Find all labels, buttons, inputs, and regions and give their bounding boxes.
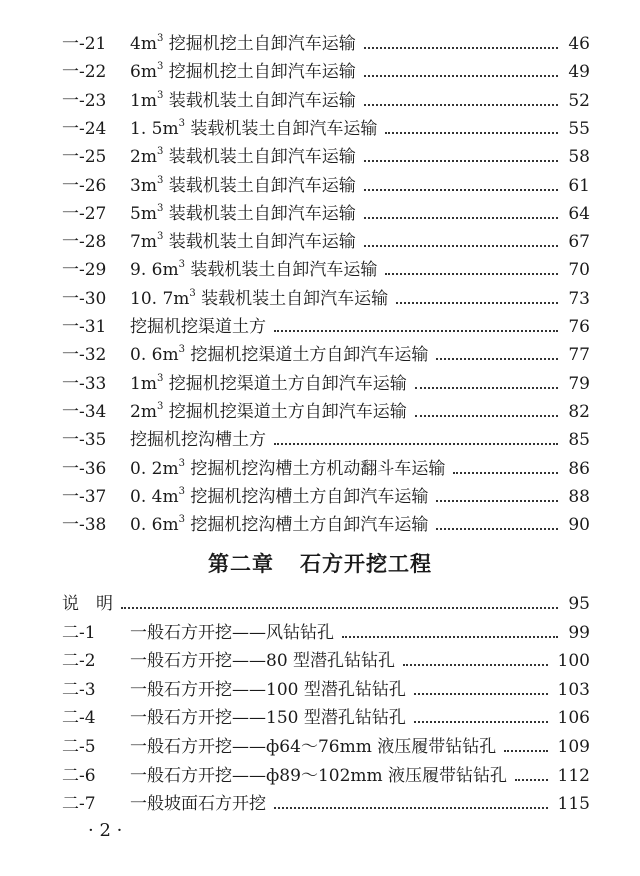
toc-entry-number: 二-6 (62, 765, 96, 786)
toc-entry-title (130, 87, 360, 115)
toc-title-main: 2m (130, 147, 157, 168)
toc-entry-page: 76 (564, 313, 590, 341)
toc-leader-dots (436, 500, 558, 502)
toc-title-superscript: 3 (178, 259, 185, 271)
toc-entry-title (130, 790, 270, 818)
toc-title-superscript: 3 (156, 372, 164, 384)
toc-entry (0, 590, 640, 618)
toc-entry-title (130, 172, 360, 200)
toc-title-main: 一般石方开挖——150 型潜孔钻钻孔 (130, 708, 406, 729)
toc-entry-page: 55 (564, 115, 590, 143)
toc-title-main: 一般石方开挖——100 型潜孔钻钻孔 (130, 679, 406, 700)
toc-entry-title (130, 619, 338, 647)
toc-entry (0, 455, 640, 483)
toc-leader-dots (453, 472, 558, 474)
toc-title-superscript: 3 (156, 146, 164, 158)
toc-entry-page: 61 (564, 172, 590, 200)
toc-entry (0, 143, 640, 171)
toc-entry-page: 99 (564, 619, 590, 647)
toc-title-superscript: 3 (156, 174, 164, 186)
toc-entry-number: 二-2 (62, 651, 96, 672)
toc-entry (0, 115, 640, 143)
toc-title-rest: 装载机装土自卸汽车运输 (163, 232, 356, 253)
toc-leader-dots (385, 273, 558, 275)
toc-leader-dots (274, 330, 558, 332)
toc-title-main: 7m (130, 232, 157, 253)
toc-title-superscript: 3 (178, 344, 185, 356)
toc-entry-title (130, 341, 432, 369)
toc-entry-title (130, 115, 381, 143)
toc-entry (0, 285, 640, 313)
toc-entry (0, 228, 640, 256)
toc-entry-page: 77 (564, 341, 590, 369)
toc-entry-page: 85 (564, 426, 590, 454)
toc-title-rest: 装载机装土自卸汽车运输 (163, 175, 356, 196)
toc-title-main: 一般石方开挖——ф64～76mm 液压履带钻钻孔 (130, 737, 497, 757)
toc-entry (0, 370, 640, 398)
toc-title-main: 1m (130, 90, 157, 111)
toc-entry-title (130, 762, 511, 790)
toc-entry-page: 95 (564, 590, 590, 618)
toc-entry (0, 87, 640, 115)
toc-entry-number: 二-7 (62, 794, 96, 815)
toc-entry-number: 一-24 (62, 118, 107, 139)
toc-entry-page: 46 (564, 30, 590, 58)
toc-leader-dots (364, 75, 558, 77)
toc-entry-title (130, 398, 411, 426)
toc-leader-dots (414, 693, 548, 695)
toc-title-rest: 装载机装土自卸汽车运输 (163, 147, 356, 168)
toc-title-main: 挖掘机挖渠道土方 (130, 317, 266, 337)
toc-title-rest: 挖掘机挖渠道土方自卸汽车运输 (163, 373, 407, 394)
chapter-number: 第二章 (208, 552, 274, 576)
toc-title-rest: 挖掘机挖渠道土方自卸汽车运输 (163, 401, 407, 422)
toc-entry-number: 一-27 (62, 203, 107, 224)
toc-entry-page: 115 (554, 790, 590, 818)
toc-leader-dots (396, 302, 558, 304)
toc-leader-dots (364, 104, 558, 106)
toc-entry-number: 一-37 (62, 486, 107, 507)
toc-title-rest: 装载机装土自卸汽车运输 (163, 90, 356, 111)
toc-entry-title (130, 733, 500, 761)
toc-leader-dots (342, 636, 558, 638)
toc-entry-title (130, 455, 449, 483)
toc-title-superscript: 3 (178, 514, 185, 526)
toc-title-rest: 装载机装土自卸汽车运输 (184, 260, 378, 281)
toc-leader-dots (414, 721, 548, 723)
toc-entry-number: 一-34 (62, 401, 107, 422)
toc-title-main: 2m (130, 401, 157, 422)
toc-entry-page: 64 (564, 200, 590, 228)
toc-entry-page: 90 (564, 511, 590, 539)
toc-entry-title (130, 676, 410, 704)
toc-entry (0, 704, 640, 732)
toc-entry-title (130, 200, 360, 228)
toc-title-main: 0. 4m (130, 486, 179, 507)
toc-title-main: 9. 6m (130, 260, 179, 281)
toc-entry (0, 790, 640, 818)
toc-entry (0, 313, 640, 341)
toc-title-superscript: 3 (156, 202, 164, 214)
toc-leader-dots (274, 807, 548, 809)
chapter-title: 石方开挖工程 (300, 552, 432, 576)
toc-entry-page: 106 (554, 704, 590, 732)
toc-entry-page: 52 (564, 87, 590, 115)
toc-title-rest: 挖掘机挖沟槽土方机动翻斗车运输 (184, 458, 446, 479)
toc-entry-title (130, 58, 360, 86)
toc-title-main: 一般石方开挖——80 型潜孔钻钻孔 (130, 651, 396, 672)
toc-title-superscript: 3 (156, 231, 164, 243)
toc-entry-title (130, 285, 392, 313)
toc-entry (0, 676, 640, 704)
toc-entry-number: 一-25 (62, 147, 107, 168)
toc-entry-title (130, 143, 360, 171)
toc-title-superscript: 3 (178, 485, 185, 497)
toc-entry-title (130, 426, 270, 454)
toc-leader-dots (364, 189, 558, 191)
toc-title-main: 0. 2m (130, 458, 179, 479)
toc-entry-number: 一-23 (62, 90, 107, 111)
toc-entry-page: 70 (564, 256, 590, 284)
toc-title-main: 0. 6m (130, 515, 179, 536)
toc-entry-page: 86 (564, 455, 590, 483)
toc-entry-number: 一-28 (62, 232, 107, 253)
toc-entry-number: 一-29 (62, 260, 107, 281)
toc-title-rest: 挖掘机挖沟槽土方自卸汽车运输 (184, 515, 429, 536)
toc-leader-dots (436, 528, 558, 530)
toc-leader-dots (364, 160, 558, 162)
toc-entry-page: 82 (564, 398, 590, 426)
toc-entry-number: 二-1 (62, 622, 96, 643)
toc-entry (0, 341, 640, 369)
toc-title-superscript: 3 (178, 117, 185, 129)
toc-title-rest: 挖掘机挖渠道土方自卸汽车运输 (184, 345, 429, 366)
toc-title-main: 4m (130, 34, 157, 54)
toc-title-main: 3m (130, 175, 157, 196)
toc-entry-title (130, 704, 410, 732)
toc-title-superscript: 3 (178, 457, 185, 469)
toc-leader-dots (364, 245, 558, 247)
toc-title-rest: 装载机装土自卸汽车运输 (163, 203, 356, 224)
toc-title-main: 1. 5m (130, 118, 179, 139)
toc-title-superscript: 3 (156, 61, 164, 73)
toc-entry (0, 200, 640, 228)
toc-entry (0, 58, 640, 86)
toc-entry-title (130, 370, 411, 398)
toc-entry-page: 58 (564, 143, 590, 171)
toc-entry-number: 说 明 (62, 594, 113, 614)
toc-leader-dots (436, 358, 558, 360)
toc-entry (0, 511, 640, 539)
toc-entry-number: 一-38 (62, 515, 107, 536)
toc-entry-page: 88 (564, 483, 590, 511)
toc-leader-dots (364, 47, 558, 49)
toc-entry (0, 30, 640, 58)
toc-entry (0, 172, 640, 200)
toc-entry-page: 67 (564, 228, 590, 256)
toc-leader-dots (415, 387, 558, 389)
toc-entry (0, 426, 640, 454)
toc-title-main: 一般石方开挖——风钻钻孔 (130, 622, 334, 643)
toc-entry-title (130, 30, 360, 58)
toc-entry-page: 100 (554, 647, 590, 675)
toc-title-rest: 挖掘机挖土自卸汽车运输 (163, 62, 356, 83)
toc-title-main: 一般石方开挖——ф89～102mm 液压履带钻钻孔 (130, 765, 508, 786)
toc-title-main: 挖掘机挖沟槽土方 (130, 430, 266, 451)
toc-entry-page: 79 (564, 370, 590, 398)
toc-title-main: 6m (130, 62, 157, 83)
chapter-heading (0, 548, 640, 578)
toc-entry-title (130, 228, 360, 256)
toc-entry-page: 49 (564, 58, 590, 86)
toc-entry-number: 二-3 (62, 679, 96, 700)
toc-title-rest: 挖掘机挖土自卸汽车运输 (163, 34, 356, 54)
toc-entry-number: 一-26 (62, 175, 107, 196)
toc-title-rest: 挖掘机挖沟槽土方自卸汽车运输 (184, 486, 429, 507)
toc-entry-number: 二-4 (62, 708, 96, 729)
toc-entry-number: 一-33 (62, 373, 107, 394)
toc-entry-title (130, 313, 270, 341)
toc-leader-dots (504, 750, 548, 752)
toc-entry (0, 483, 640, 511)
toc-entry (0, 762, 640, 790)
toc-entry-title (130, 483, 432, 511)
toc-title-main: 5m (130, 203, 157, 224)
toc-title-superscript: 3 (189, 287, 196, 299)
toc-entry-number: 一-30 (62, 288, 107, 309)
toc-entry-title (130, 511, 432, 539)
toc-title-rest: 装载机装土自卸汽车运输 (195, 288, 389, 309)
toc-title-superscript: 3 (156, 89, 164, 101)
toc-title-main: 10. 7m (130, 288, 190, 309)
toc-entry (0, 619, 640, 647)
toc-title-superscript: 3 (156, 33, 164, 44)
toc-entry-number: 一-21 (62, 34, 107, 54)
toc-leader-dots (515, 779, 548, 781)
page-number: · 2 · (88, 820, 123, 841)
toc-leader-dots (121, 607, 558, 609)
toc-entry-title (130, 647, 399, 675)
toc-leader-dots (403, 664, 548, 666)
toc-leader-dots (385, 132, 558, 134)
toc-entry (0, 647, 640, 675)
toc-entry (0, 398, 640, 426)
toc-entry-page: 112 (554, 762, 590, 790)
toc-entry-number: 一-32 (62, 345, 107, 366)
toc-entry-number: 一-22 (62, 62, 107, 83)
toc-entry (0, 733, 640, 761)
toc-entry-page: 73 (564, 285, 590, 313)
toc-entry-number: 一-36 (62, 458, 107, 479)
toc-leader-dots (415, 415, 558, 417)
toc-entry-number: 二-5 (62, 737, 96, 757)
toc-title-rest: 装载机装土自卸汽车运输 (184, 118, 378, 139)
toc-title-main: 一般坡面石方开挖 (130, 794, 266, 815)
toc-title-superscript: 3 (156, 400, 164, 412)
toc-entry-number: 一-31 (62, 317, 107, 337)
toc-title-main: 0. 6m (130, 345, 179, 366)
toc-title-main: 1m (130, 373, 157, 394)
toc-entry-number: 一-35 (62, 430, 107, 451)
toc-leader-dots (364, 217, 558, 219)
toc-entry (0, 256, 640, 284)
toc-entry-page: 109 (554, 733, 590, 761)
toc-leader-dots (274, 443, 558, 445)
toc-entry-page: 103 (554, 676, 590, 704)
toc-entry-title (130, 256, 381, 284)
